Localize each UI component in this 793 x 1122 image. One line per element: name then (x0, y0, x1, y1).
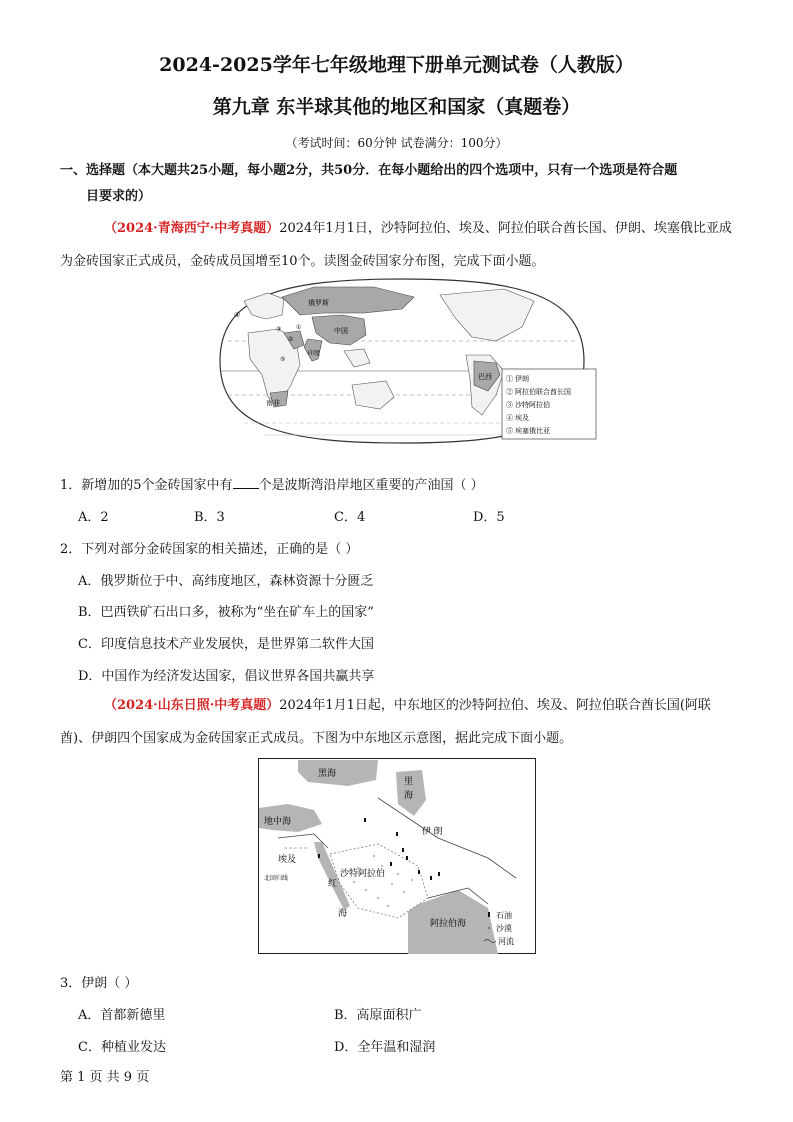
q2-option-d: D．中国作为经济发达国家，倡议世界各国共赢共享 (78, 669, 375, 684)
passage-2-source: （2024·山东日照·中考真题） (104, 698, 280, 713)
map2-label-caspian-1: 里 (404, 776, 414, 786)
map2-label-iran: 伊 朗 (422, 826, 443, 836)
map1-label-china: 中国 (334, 328, 348, 335)
map1-legend-2: ② 阿拉伯联合酋长国 (506, 389, 571, 396)
map1-label-south-africa: 南非 (266, 400, 280, 407)
answer-blank (233, 476, 259, 489)
section-line-2: 目要求的） (86, 189, 152, 204)
q2-option-a: A．俄罗斯位于中、高纬度地区，森林资源十分匮乏 (78, 574, 374, 589)
map1-num-1: ① (296, 324, 302, 331)
chapter-title: 第九章 东半球其他的地区和国家（真题卷） (212, 96, 581, 118)
map1-num-4: ④ (234, 311, 241, 319)
map2-label-red-1: 红 (328, 878, 338, 888)
passage-2 (60, 689, 740, 755)
map2-label-red-2: 海 (338, 908, 348, 918)
map2-legend-desert: 沙漠 (496, 924, 512, 933)
passage-1 (60, 212, 740, 278)
exam-title: 2024-2025学年七年级地理下册单元测试卷（人教版） (159, 54, 634, 76)
map2-label-arabian-sea: 阿拉伯海 (430, 918, 467, 928)
q1-option-c: C．4 (334, 510, 366, 525)
page-footer: 第 1 页 共 9 页 (60, 1070, 150, 1085)
q2-option-c: C．印度信息技术产业发展快，是世界第二软件大国 (78, 637, 374, 652)
q1-option-b: B．3 (194, 510, 225, 525)
map1-label-brazil: 巴西 (478, 374, 492, 381)
q2-option-b: B．巴西铁矿石出口多，被称为“坐在矿车上的国家” (78, 605, 374, 620)
map1-num-5: ⑤ (280, 356, 286, 363)
q3-option-d: D．全年温和湿润 (334, 1040, 436, 1055)
q1-option-a: A．2 (78, 510, 109, 525)
q3-option-a: A．首都新德里 (78, 1008, 166, 1023)
map2-label-caspian-2: 海 (404, 790, 414, 800)
question-1-prefix: 1．新增加的5个金砖国家中有 (60, 478, 233, 493)
question-1 (60, 474, 484, 493)
q3-option-c: C．种植业发达 (78, 1040, 166, 1055)
passage-1-text: 2024年1月1日，沙特阿拉伯、埃及、阿拉伯联合酋长国、伊朗、埃塞俄比亚成为金砖国家正式成员，金砖成员国增至10个。读图金砖国家分布图，完成下面小题。 (60, 221, 732, 269)
map1-num-3: ③ (276, 326, 282, 333)
map2-legend-oil: 石油 (496, 911, 512, 920)
map2-legend-river: 河流 (498, 937, 514, 946)
section-heading (60, 158, 750, 210)
passage-2-text: 2024年1月1日起，中东地区的沙特阿拉伯、埃及、阿拉伯联合酋长国(阿联酋)、伊朗四个国家成为金砖国家正式成员。下图为中东地区示意图，据此完成下面小题。 (60, 698, 711, 746)
map2-label-med-sea: 地中海 (264, 816, 292, 826)
section-line-1: 一、选择题（本大题共25小题，每小题2分，共50分．在每小题给出的四个选项中，只有一个选项是符合题 (60, 163, 678, 178)
map1-num-2: ② (288, 336, 294, 343)
map2-label-saudi: 沙特阿拉伯 (340, 868, 386, 878)
question-3: 3．伊朗（ ） (60, 976, 138, 991)
map2-label-tropic: 北回归线 (264, 876, 289, 882)
map1-legend-4: ④ 埃及 (506, 415, 529, 422)
map1-label-india: 印度 (308, 351, 321, 357)
legend-desert-symbol (488, 927, 490, 929)
question-1-suffix: 个是波斯湾沿岸地区重要的产油国（ ） (258, 478, 484, 493)
q3-option-b: B．高原面积广 (334, 1008, 422, 1023)
q1-option-d: D．5 (473, 510, 505, 525)
map1-label-russia: 俄罗斯 (308, 300, 329, 307)
exam-info: （考试时间：60分钟 试卷满分：100分） (285, 136, 508, 150)
question-2: 2．下列对部分金砖国家的相关描述，正确的是（ ） (60, 542, 359, 557)
map2-label-egypt: 埃及 (278, 854, 297, 864)
brics-world-map (204, 275, 600, 447)
map2-label-black-sea: 黑海 (318, 768, 337, 778)
middle-east-map (258, 758, 536, 954)
legend-oil-symbol (488, 912, 490, 917)
map1-legend-5: ⑤ 埃塞俄比亚 (506, 428, 550, 435)
map1-legend-3: ③ 沙特阿拉伯 (506, 402, 550, 409)
map1-legend-1: ① 伊朗 (506, 376, 529, 383)
passage-1-source: （2024·青海西宁·中考真题） (104, 221, 280, 236)
